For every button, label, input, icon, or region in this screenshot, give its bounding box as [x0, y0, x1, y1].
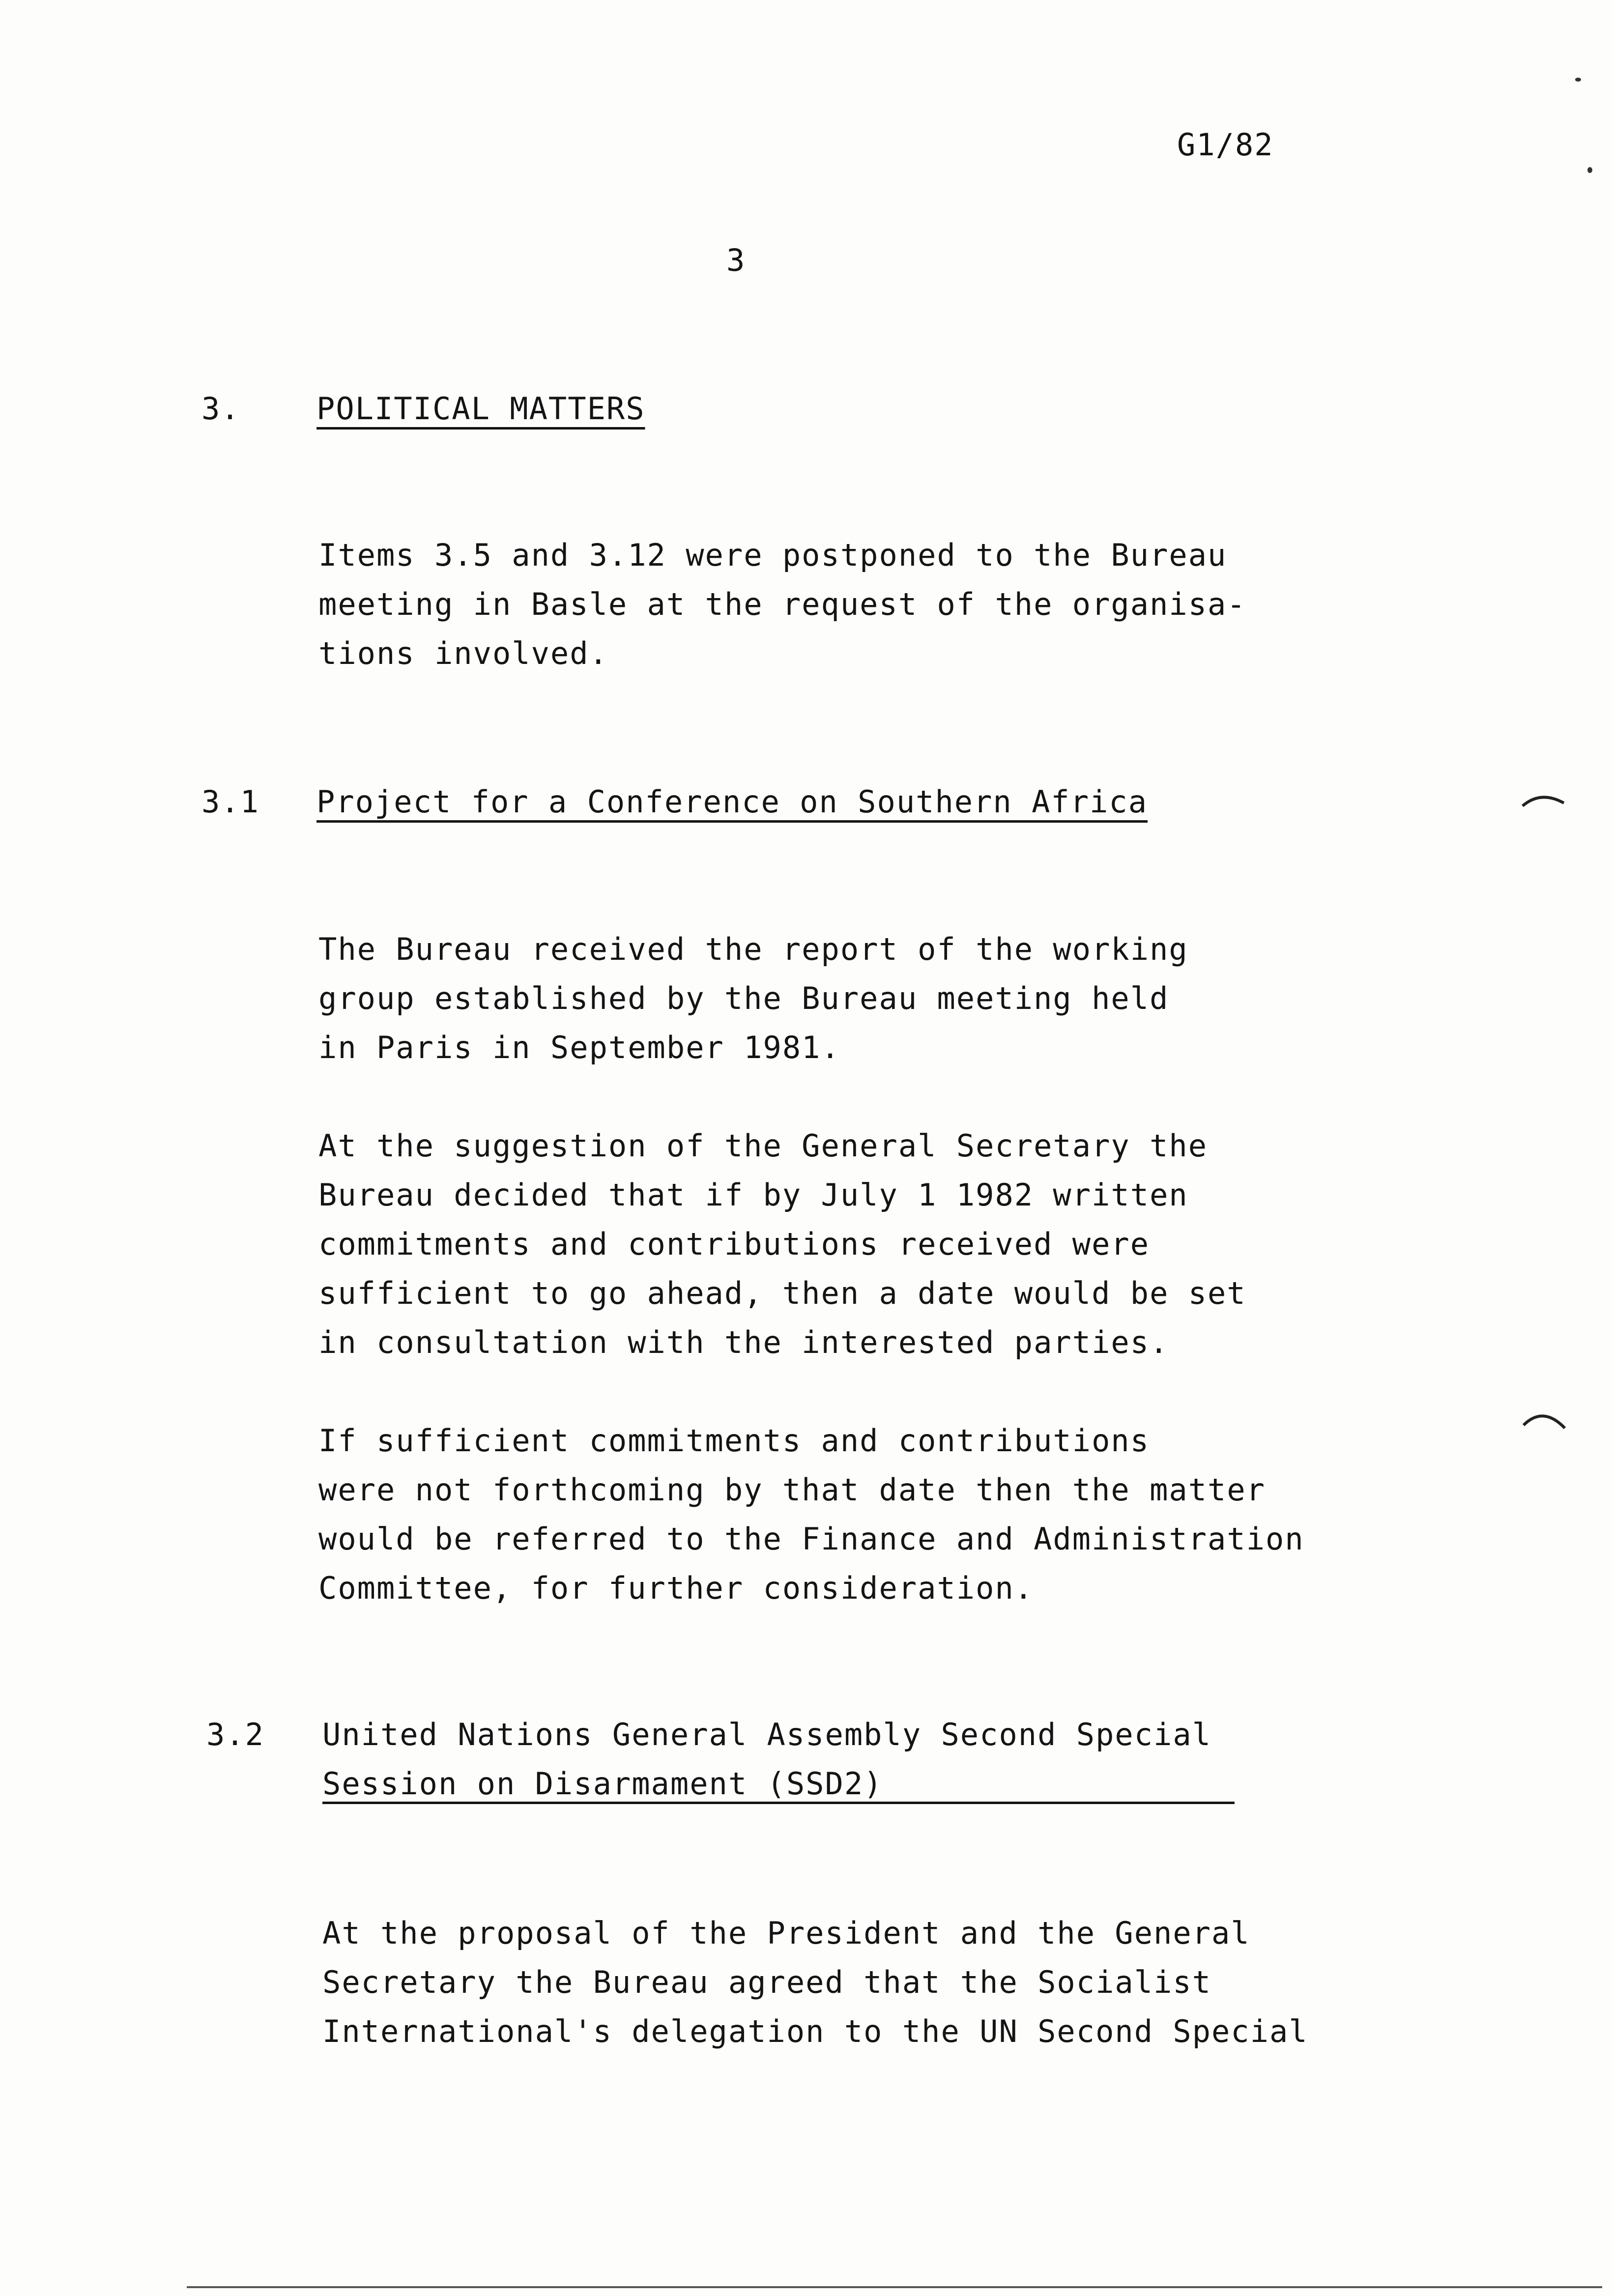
text-line: tions involved.	[318, 635, 608, 671]
text-line: group established by the Bureau meeting held	[318, 980, 1169, 1016]
subsection-heading: Project for a Conference on Southern Africa	[317, 784, 1148, 820]
text-line: At the suggestion of the General Secretary the	[318, 1128, 1208, 1164]
text-line: were not forthcoming by that date then the matter	[318, 1472, 1266, 1508]
text-line: meeting in Basle at the request of the organisa-	[318, 586, 1246, 622]
text-line: would be referred to the Finance and Administration	[318, 1521, 1304, 1557]
text-line: Items 3.5 and 3.12 were postponed to the Bureau	[318, 537, 1227, 573]
text-line: in Paris in September 1981.	[318, 1030, 840, 1065]
subsection-number: 3.1	[202, 784, 259, 820]
section-heading: POLITICAL MATTERS	[317, 391, 645, 427]
text-line: If sufficient commitments and contributions	[318, 1423, 1150, 1459]
text-line: sufficient to go ahead, then a date would be set	[318, 1275, 1246, 1311]
page-bottom-edge	[187, 2286, 1602, 2288]
text-line: Committee, for further consideration.	[318, 1570, 1034, 1606]
text-line: At the proposal of the President and the General	[322, 1915, 1250, 1951]
text-line: The Bureau received the report of the working	[318, 931, 1188, 967]
subsection-heading-line: United Nations General Assembly Second Special	[322, 1717, 1212, 1752]
subsection-heading-line: Session on Disarmament (SSD2)	[322, 1766, 883, 1802]
heading-underline	[322, 1802, 1235, 1804]
text-line: commitments and contributions received were	[318, 1226, 1150, 1262]
text-line: in consultation with the interested parties.	[318, 1324, 1169, 1360]
text-line: Secretary the Bureau agreed that the Socialist	[322, 1964, 1212, 2000]
text-line: Bureau decided that if by July 1 1982 written	[318, 1177, 1188, 1213]
scan-speck	[1587, 167, 1592, 173]
section-number: 3.	[202, 391, 240, 427]
page-number: 3	[726, 242, 746, 278]
document-reference: G1/82	[1177, 127, 1274, 163]
subsection-number: 3.2	[206, 1717, 264, 1752]
text-line: International's delegation to the UN Second Special	[322, 2013, 1308, 2049]
scan-speck	[1575, 78, 1581, 82]
margin-hole-mark-icon	[1519, 786, 1573, 826]
margin-hole-mark-icon	[1519, 1406, 1573, 1450]
